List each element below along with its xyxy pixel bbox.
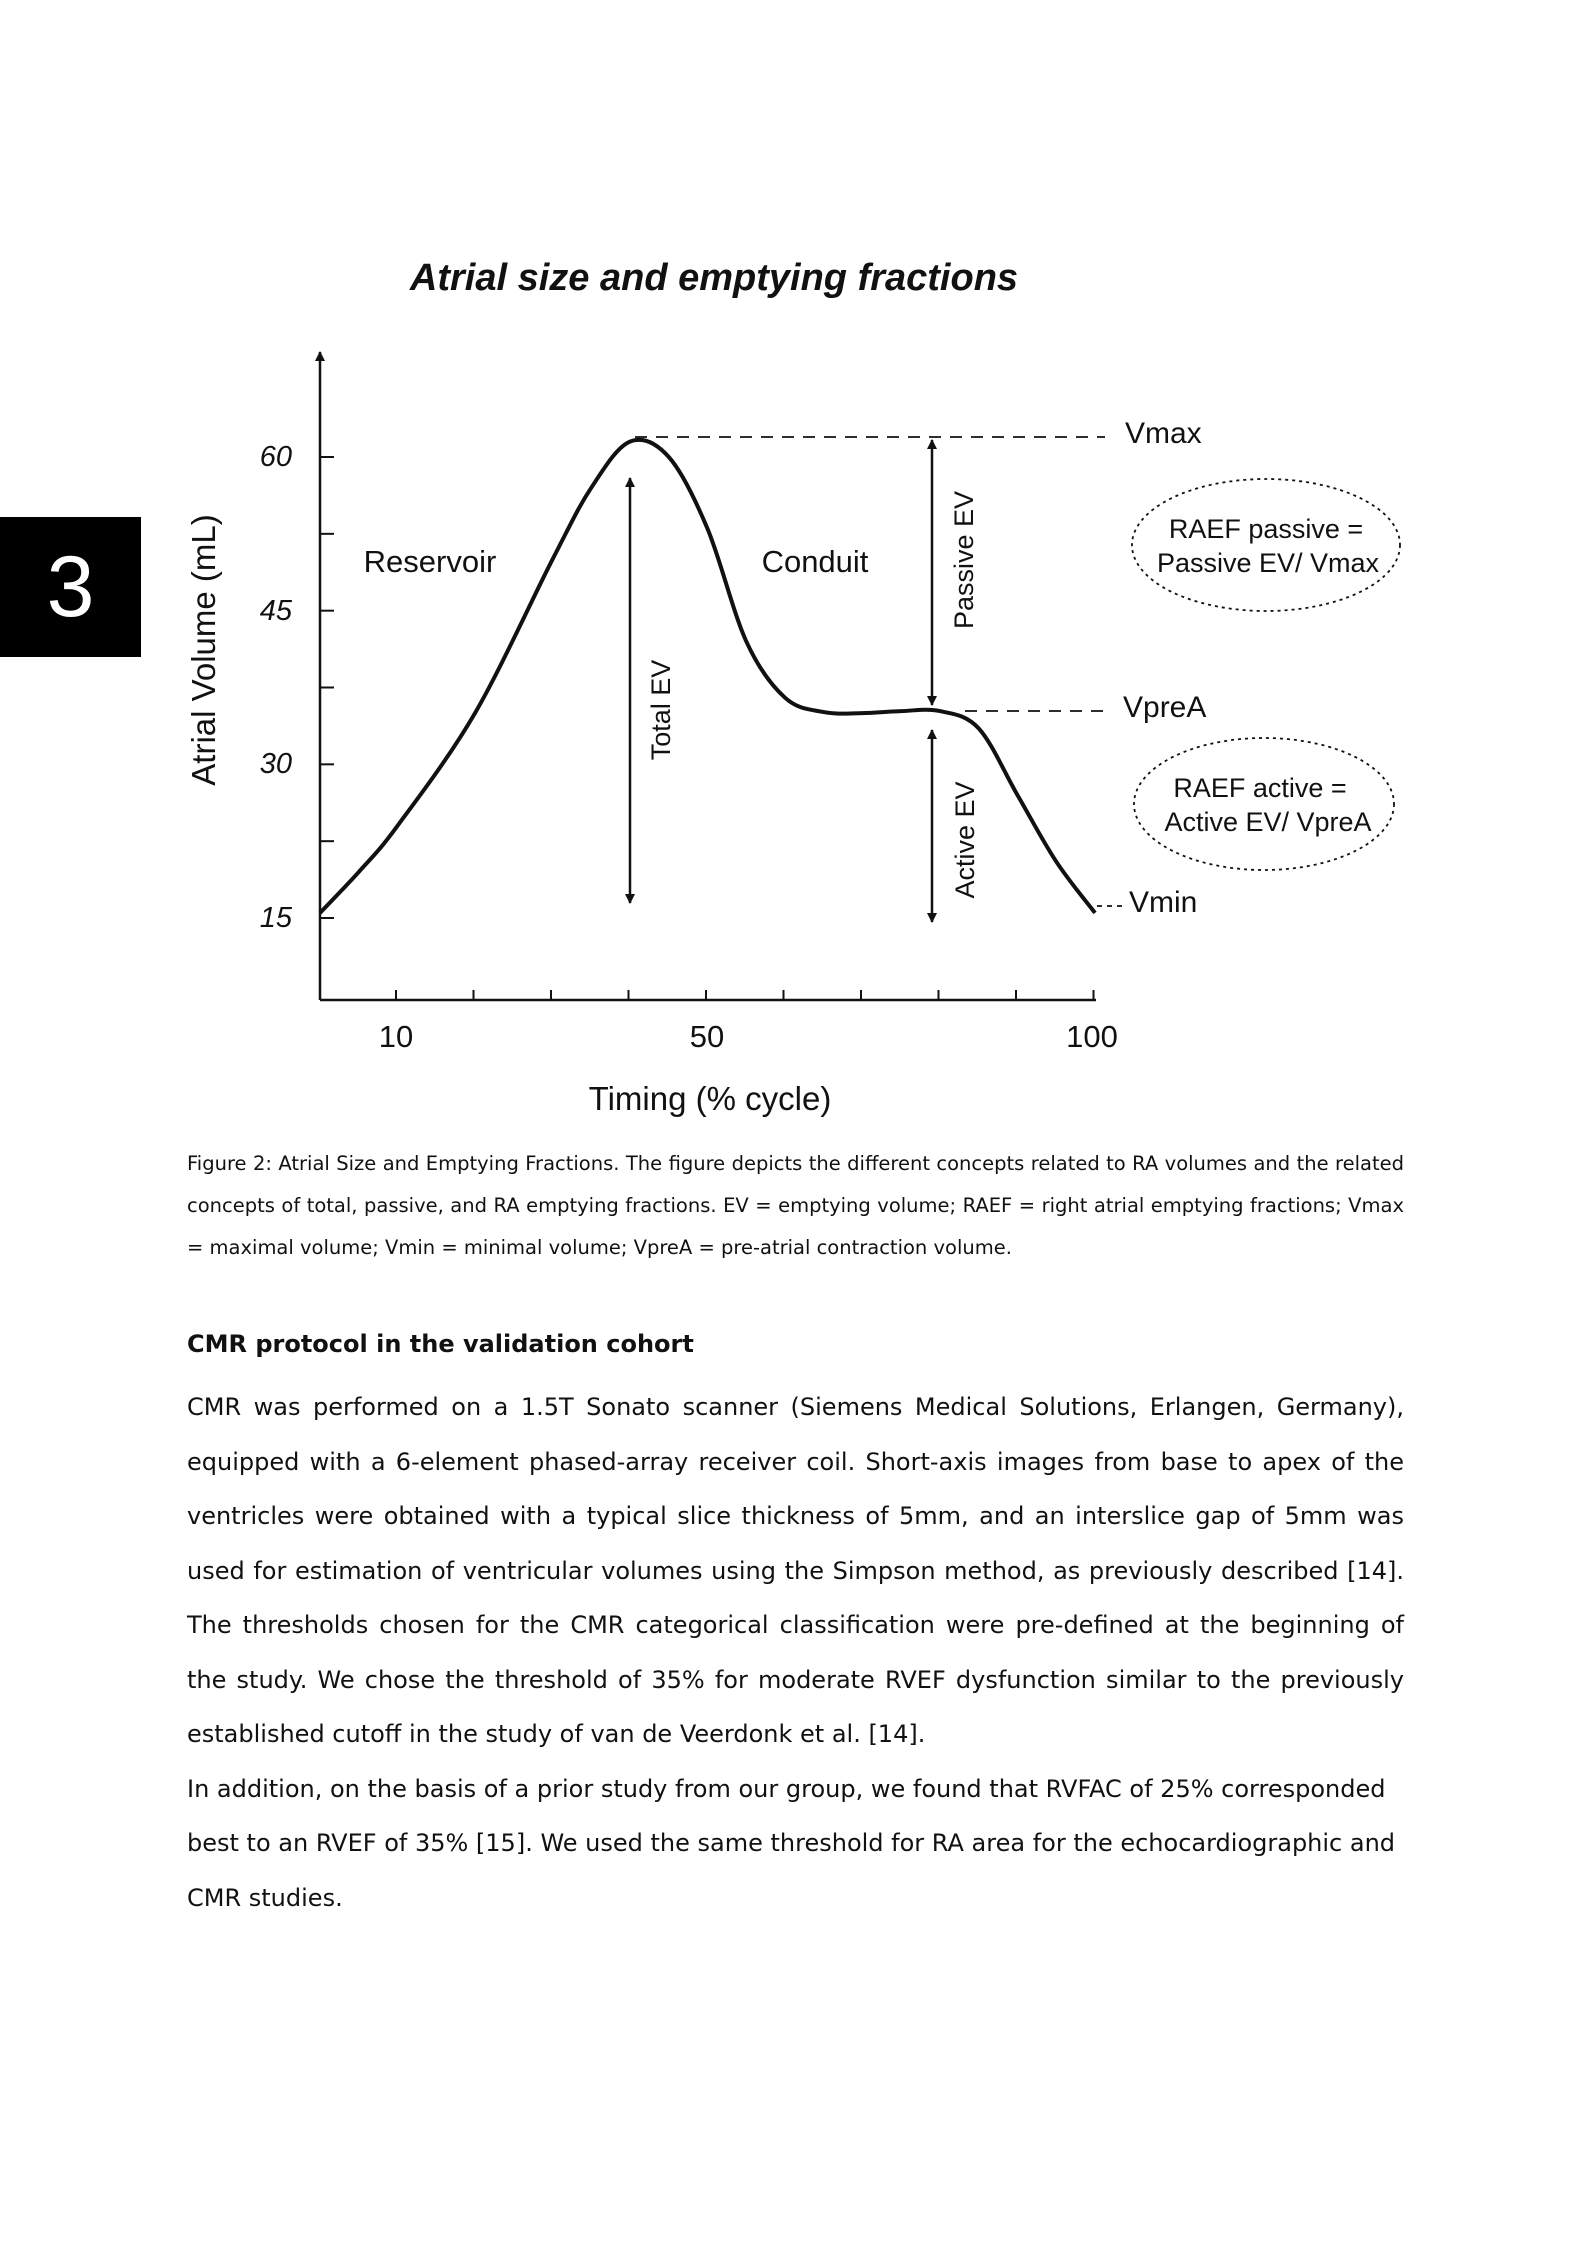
body-text <box>187 1380 1404 1925</box>
y-tick-label: 30 <box>259 748 292 780</box>
active-ev-label: Active EV <box>950 781 980 899</box>
passive-ev-label: Passive EV <box>949 490 979 630</box>
raef-active-line1: RAEF active = <box>1173 773 1347 803</box>
y-ticks <box>320 457 334 918</box>
conduit-label: Conduit <box>761 544 869 579</box>
vmin-label: Vmin <box>1129 886 1198 919</box>
vmax-label: Vmax <box>1125 417 1202 450</box>
chart-title: Atrial size and emptying fractions <box>409 257 1019 299</box>
raef-passive-line1: RAEF passive = <box>1168 514 1364 544</box>
y-axis-label: Atrial Volume (mL) <box>185 514 222 786</box>
paragraph: In addition, on the basis of a prior study from our group, we found that RVFAC of 25% corresponded best to an RVEF of 35% [15]. We used the same threshold for RA area for the echocardiographic and CMR studies. <box>187 1774 1396 1912</box>
y-tick-label: 60 <box>259 441 292 473</box>
raef-active-line2: Active EV/ VpreA <box>1164 807 1372 837</box>
section-heading: CMR protocol in the validation cohort <box>187 1330 694 1358</box>
x-tick-label: 50 <box>689 1019 725 1054</box>
raef-passive-line2: Passive EV/ Vmax <box>1156 548 1380 578</box>
total-ev-label: Total EV <box>646 659 676 761</box>
vprea-label: VpreA <box>1123 691 1207 724</box>
chapter-tab: 3 <box>0 517 141 657</box>
x-axis-label: Timing (% cycle) <box>588 1080 832 1117</box>
raef-active-ellipse <box>1134 738 1394 870</box>
paragraph: CMR was performed on a 1.5T Sonato scanner (Siemens Medical Solutions, Erlangen, Germany), equipped with a 6-element phased-array receiver coil. Short-axis images from base to apex of the ventricles were obtained with a typical slice thickness of 5mm, and an interslice gap of 5mm was used for estimation of ventricular volumes using the Simpson method, as previously described [14]. The thresholds chosen for the CMR categorical classification were pre-defined at the beginning of the study. We chose the threshold of 35% for moderate RVEF dysfunction similar to the previously established cutoff in the study of van de Veerdonk et al. [14]. <box>187 1393 1404 1748</box>
y-tick-label: 45 <box>259 595 292 627</box>
y-tick-label: 15 <box>259 902 292 934</box>
raef-passive-ellipse <box>1132 479 1400 611</box>
x-tick-label: 10 <box>378 1019 414 1054</box>
reservoir-label: Reservoir <box>363 544 497 579</box>
x-tick-label: 100 <box>1066 1019 1118 1054</box>
figure-caption: Figure 2: Atrial Size and Emptying Fractions. The figure depicts the different concepts related to RA volumes and the related concepts of total, passive, and RA emptying fractions. EV = emptying volume; RAEF = right atrial emptying fractions; Vmax = maximal volume; Vmin = minimal volume; VpreA = pre-atrial contraction volume. <box>187 1152 1404 1259</box>
x-ticks <box>396 990 1094 1000</box>
